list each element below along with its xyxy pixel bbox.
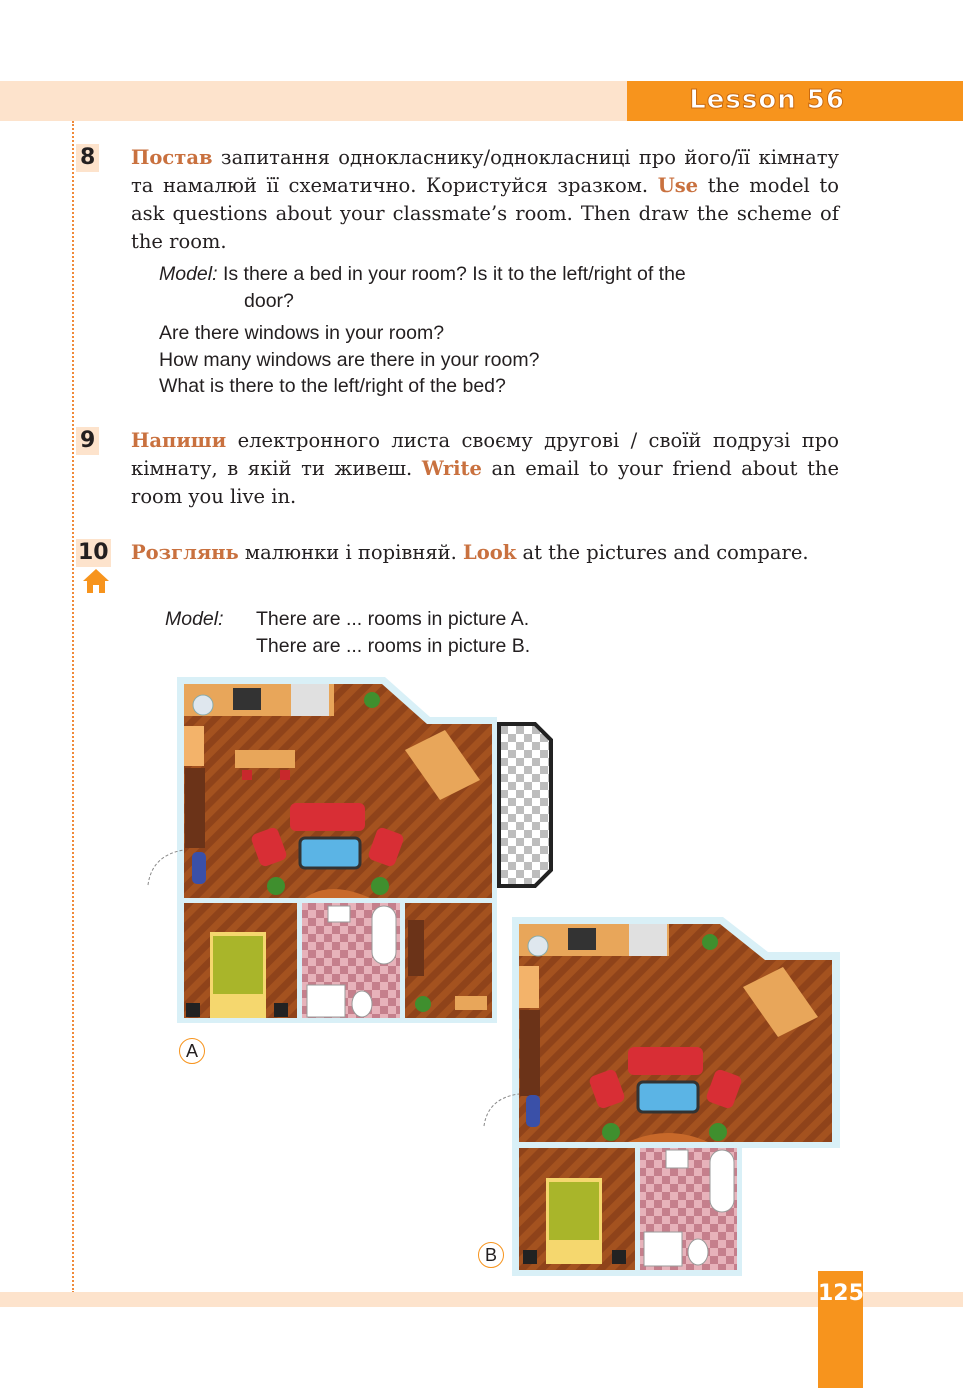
instruction-text: запитання однокласнику/однокласниці про його/її кімнату та намалюй її схематично. Користуйся зразком.	[131, 146, 839, 197]
task-8-instructions	[131, 144, 839, 256]
instruction-text: an email to your friend about the room you live in.	[131, 457, 840, 508]
model-line: There are ... rooms in picture A.	[256, 608, 530, 630]
instruction-text: малюнки і порівняй.	[238, 541, 464, 564]
floor-plan-b	[478, 912, 843, 1278]
picture-label-b: B	[478, 1242, 504, 1268]
keyword: Write	[421, 457, 482, 480]
instruction-text: електронного листа своєму другові / своїй подрузі про кімнату, в якій ти живеш.	[131, 429, 839, 480]
picture-label-a: A	[179, 1038, 205, 1064]
task-8-model	[159, 261, 849, 400]
task-9-instructions	[131, 427, 839, 511]
page-number-box	[818, 1271, 863, 1388]
home-icon	[82, 568, 110, 594]
instruction-text: the model to ask questions about your classmate’s room. Then draw the scheme of the room.	[131, 174, 839, 253]
keyword: Постав	[131, 146, 213, 169]
model-line: How many windows are there in your room?	[159, 348, 540, 371]
page-number: 125	[818, 1281, 864, 1306]
instruction-text: at the pictures and compare.	[516, 541, 809, 564]
task-10-model	[165, 606, 530, 659]
keyword: Look	[463, 541, 517, 564]
keyword: Use	[657, 174, 699, 197]
model-label: Model:	[159, 263, 218, 285]
keyword: Розглянь	[131, 541, 239, 564]
model-line: door?	[244, 289, 294, 312]
task-10-instructions	[131, 539, 839, 567]
model-line: What is there to the left/right of the bed?	[159, 375, 506, 397]
task-number-10: 10	[78, 540, 109, 565]
task-number-8: 8	[76, 144, 99, 172]
task-number-9: 9	[76, 427, 99, 455]
model-line: Are there windows in your room?	[159, 322, 445, 344]
lesson-title: Lesson 56	[689, 85, 845, 115]
model-line: Is there a bed in your room? Is it to the left/right of the	[217, 263, 686, 285]
lesson-header	[627, 81, 963, 121]
model-label: Model:	[165, 608, 224, 630]
keyword: Напиши	[131, 429, 227, 452]
model-line: There are ... rooms in picture B.	[256, 634, 531, 657]
margin-line	[72, 121, 74, 1293]
